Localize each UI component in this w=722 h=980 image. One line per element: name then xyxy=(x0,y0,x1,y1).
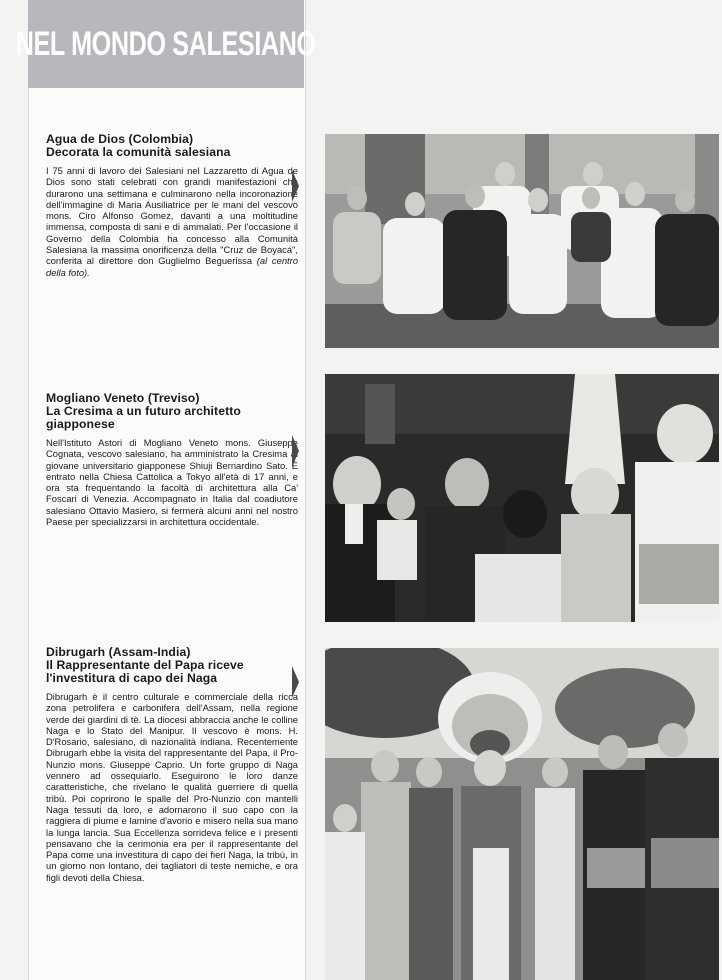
photo-confirmation xyxy=(325,374,719,622)
caption-note: (al centro della foto). xyxy=(46,255,298,278)
article-dibrugarh xyxy=(46,646,298,883)
article-place: Agua de Dios (Colombia) xyxy=(46,132,194,146)
photo-salesian-community xyxy=(325,134,719,348)
article-body: Dibrugarh è il centro culturale e commerciale della ricca zona petrolifera e carbonifera dell'Assam, nella regione verde dei giardini di tè. La diocesi abbraccia anche le colline Naga e lo Stato del Manipur. Il vescovo è mons. H. D'Rosario, salesiano, di nazionalità indiana. Recentemente Dibrugarh ebbe la visita del rappresentante del Papa, il Pro-Nunzio mons. Giuseppe Caprio. Un forte gruppo di Naga vennero ad ossequiarlo. Eseguirono le loro danze caratteristiche, che rivelano le qualità guerriere di quella tribù. Poi coprirono le spalle del Pro-Nunzio con mantelli Naga tessuti da loro, e adornarono il suo capo con la raggiera di piume e lamine d'avorio e misero nella sua mano la lunga lancia. Sua Eccellenza sorrideva felice e i presenti pensavano che la cerimonia era per il rappresentante del Papa come una investitura di capo dei fieri Naga, la tribù, in un giorno non lontano, dei tagliatori di teste nemiche, e ora figli devoti della Chiesa. xyxy=(46,691,298,883)
article-headline xyxy=(46,646,298,685)
photo-pronuncio-headdress xyxy=(325,648,719,980)
photo-bishop-confirmation xyxy=(325,374,719,622)
article-body: I 75 anni di lavoro dei Salesiani nel Lazzaretto di Agua de Dios sono stati celebrati con grandi manifestazioni che durarono una settimana e culminarono nella incoronazione dell'immagine di Maria Ausiliatrice per le mani del vescovo mons. Ciro Alfonso Gomez, davanti a una moltitudine immensa, composta di sani e di ammalati. Per l'occasione il Governo della Colombia ha concesso alla Comunità Salesiana la massima onorificenza della "Cruz de Boyacá", conferita al direttore don Guglielmo Beguerissa (al centro della foto). xyxy=(46,165,298,278)
arrow-right-icon xyxy=(292,435,299,467)
article-mogliano-veneto xyxy=(46,392,298,527)
article-headline xyxy=(46,392,298,431)
article-title: Il Rappresentante del Papa riceve l'investitura di capo dei Naga xyxy=(46,658,244,685)
photo-group-seated xyxy=(325,134,719,348)
arrow-right-icon xyxy=(292,666,299,698)
article-title: Decorata la comunità salesiana xyxy=(46,145,231,159)
article-place: Mogliano Veneto (Treviso) xyxy=(46,391,200,405)
article-headline xyxy=(46,133,298,159)
photo-naga-ceremony xyxy=(325,648,719,980)
article-place: Dibrugarh (Assam-India) xyxy=(46,645,191,659)
arrow-right-icon xyxy=(292,170,299,202)
section-banner xyxy=(15,0,317,88)
article-agua-de-dios xyxy=(46,133,298,278)
article-title: La Cresima a un futuro architetto giapponese xyxy=(46,404,241,431)
section-title: NEL MONDO SALESIANO xyxy=(15,24,317,63)
article-body: Nell'Istituto Astori di Mogliano Veneto mons. Giuseppe Cognata, vescovo salesiano, ha amministrato la Cresima al giovane universitario giapponese Shiuji Bernardino Sato. È entrato nella Chiesa Cattolica a Tokyo all'età di 17 anni, e ora sta frequentando la facoltà di architettura alla Ca' Foscari di Venezia. Accompagnato in Italia dal coadiutore salesiano Ottavio Masiero, si fermerà alcuni anni nel nostro Paese per specializzarsi in architettura occidentale. xyxy=(46,437,298,528)
